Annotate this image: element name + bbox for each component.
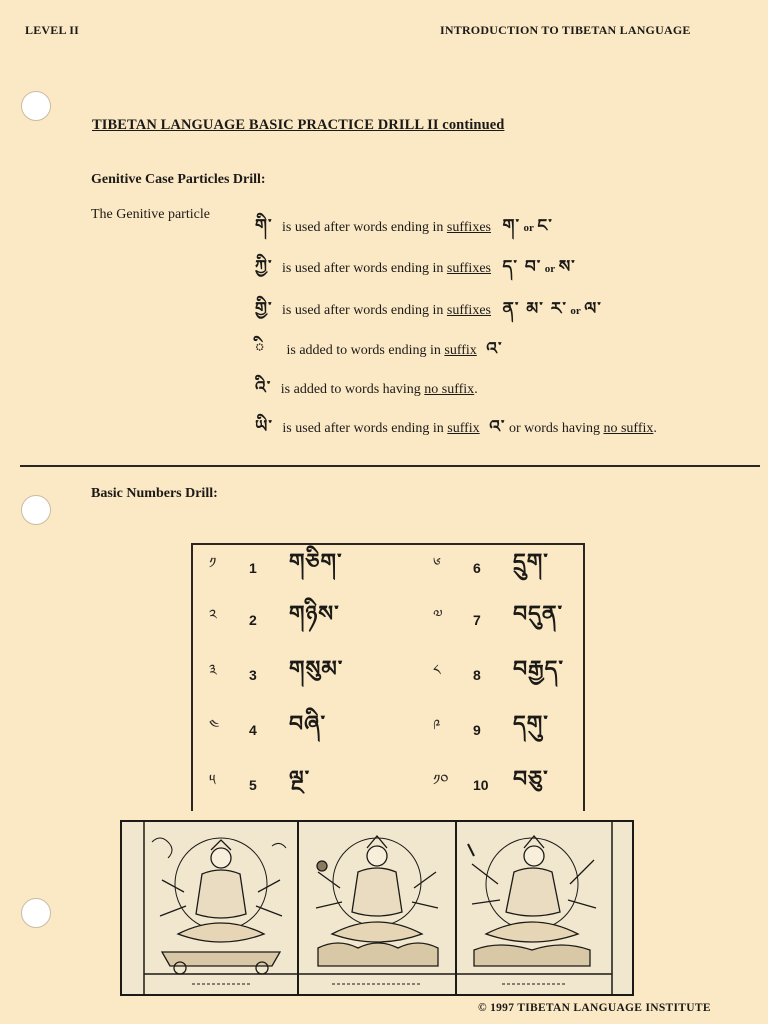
genitive-or: or <box>544 263 556 275</box>
genitive-suffix-letters: ག་ <box>502 216 521 236</box>
arabic-digit: 4 <box>249 722 257 738</box>
genitive-particle: གྱི་ <box>255 299 273 319</box>
genitive-intro: The Genitive particle <box>91 207 210 222</box>
tibetan-number-word: དྲུག་ <box>513 550 549 575</box>
genitive-suffix-label: no suffix <box>424 382 475 397</box>
genitive-line-6 <box>255 407 657 455</box>
genitive-particle: ི <box>255 339 266 359</box>
arabic-digit: 5 <box>249 777 257 793</box>
deity-illustration <box>120 820 634 996</box>
tibetan-digit: ༦ <box>433 554 441 572</box>
genitive-suffix-label: suffix <box>447 421 480 436</box>
number-row <box>433 767 549 800</box>
genitive-suffix-label: suffixes <box>446 220 491 235</box>
number-row <box>209 657 344 690</box>
genitive-particle: ཡི་ <box>255 417 273 437</box>
genitive-suffix-label: suffixes <box>446 303 491 318</box>
genitive-text: is used after words ending in <box>282 261 444 276</box>
arabic-digit: 9 <box>473 722 481 738</box>
binder-hole-bottom <box>21 898 51 928</box>
genitive-text: is added to words ending in <box>286 343 441 358</box>
tibetan-number-word: ལྔ་ <box>289 767 311 792</box>
tibetan-digit: ༡ <box>209 554 217 572</box>
number-row <box>433 550 549 583</box>
tibetan-digit: ༡༠ <box>433 771 449 789</box>
header-level: LEVEL II <box>25 23 79 37</box>
tibetan-digit: ༢ <box>209 606 217 624</box>
tibetan-digit: ༥ <box>209 771 216 789</box>
genitive-suffix-letters: འ་ <box>486 339 503 359</box>
genitive-particle: ཀྱི་ <box>255 257 273 277</box>
genitive-text: is used after words ending in <box>282 303 444 318</box>
tibetan-digit: ༩ <box>433 716 441 734</box>
number-row <box>209 602 340 635</box>
tibetan-digit: ༨ <box>433 661 441 679</box>
genitive-heading: Genitive Case Particles Drill: <box>91 172 266 187</box>
numbers-heading: Basic Numbers Drill: <box>91 486 218 501</box>
genitive-or-text: or words having <box>508 421 600 436</box>
arabic-digit: 2 <box>249 612 257 628</box>
tibetan-digit: ༣ <box>209 661 217 679</box>
genitive-particle: གི་ <box>255 216 273 236</box>
binder-hole-middle <box>21 495 51 525</box>
number-row <box>209 550 343 583</box>
deity-woodcut-image <box>122 822 632 994</box>
genitive-text: is added to words having <box>280 382 421 397</box>
arabic-digit: 1 <box>249 560 257 576</box>
number-row <box>433 657 564 690</box>
tibetan-number-word: བརྒྱད་ <box>513 657 564 682</box>
number-row <box>209 712 327 745</box>
genitive-suffix-letters-2: ལ་ <box>584 299 602 319</box>
arabic-digit: 6 <box>473 560 481 576</box>
tibetan-digit: ༧ <box>433 606 443 624</box>
tibetan-number-word: དགུ་ <box>513 712 549 737</box>
section-divider <box>20 465 760 467</box>
number-row <box>433 602 564 635</box>
genitive-suffix-letters: ན་ མ་ ར་ <box>502 299 567 319</box>
arabic-digit: 10 <box>473 777 489 793</box>
genitive-text: is used after words ending in <box>282 421 444 436</box>
genitive-text: is used after words ending in <box>282 220 444 235</box>
tibetan-number-word: བཅུ་ <box>513 767 549 792</box>
tibetan-number-word: བདུན་ <box>513 602 564 627</box>
arabic-digit: 7 <box>473 612 481 628</box>
genitive-suffix-letters-2: ང་ <box>537 216 553 236</box>
tibetan-digit: ༤ <box>209 716 220 734</box>
genitive-period: . <box>653 421 657 436</box>
genitive-suffix-label: suffixes <box>446 261 491 276</box>
arabic-digit: 8 <box>473 667 481 683</box>
genitive-or: or <box>523 222 534 234</box>
header-course-title: INTRODUCTION TO TIBETAN LANGUAGE <box>440 23 691 37</box>
genitive-period: . <box>474 382 478 397</box>
tibetan-number-word: གཉིས་ <box>289 602 340 627</box>
genitive-suffix-letters: ད་ བ་ <box>502 257 542 277</box>
copyright-footer: © 1997 TIBETAN LANGUAGE INSTITUTE <box>478 1002 711 1014</box>
genitive-suffix-letters-2: ས་ <box>558 257 576 277</box>
genitive-suffix-label: suffix <box>444 343 477 358</box>
number-row <box>209 767 311 800</box>
arabic-digit: 3 <box>249 667 257 683</box>
number-row <box>433 712 549 745</box>
numbers-table <box>191 543 585 811</box>
genitive-or: or <box>570 305 581 317</box>
page-title: TIBETAN LANGUAGE BASIC PRACTICE DRILL II continued <box>92 117 505 133</box>
genitive-suffix-letters: འ་ <box>489 417 506 437</box>
binder-hole-top <box>21 91 51 121</box>
tibetan-number-word: གསུམ་ <box>289 657 344 682</box>
tibetan-number-word: གཅིག་ <box>289 550 343 575</box>
genitive-line-2 <box>255 247 576 295</box>
genitive-no-suffix: no suffix <box>603 421 654 436</box>
tibetan-number-word: བཞི་ <box>289 712 327 737</box>
genitive-particle: འི་ <box>255 378 272 398</box>
